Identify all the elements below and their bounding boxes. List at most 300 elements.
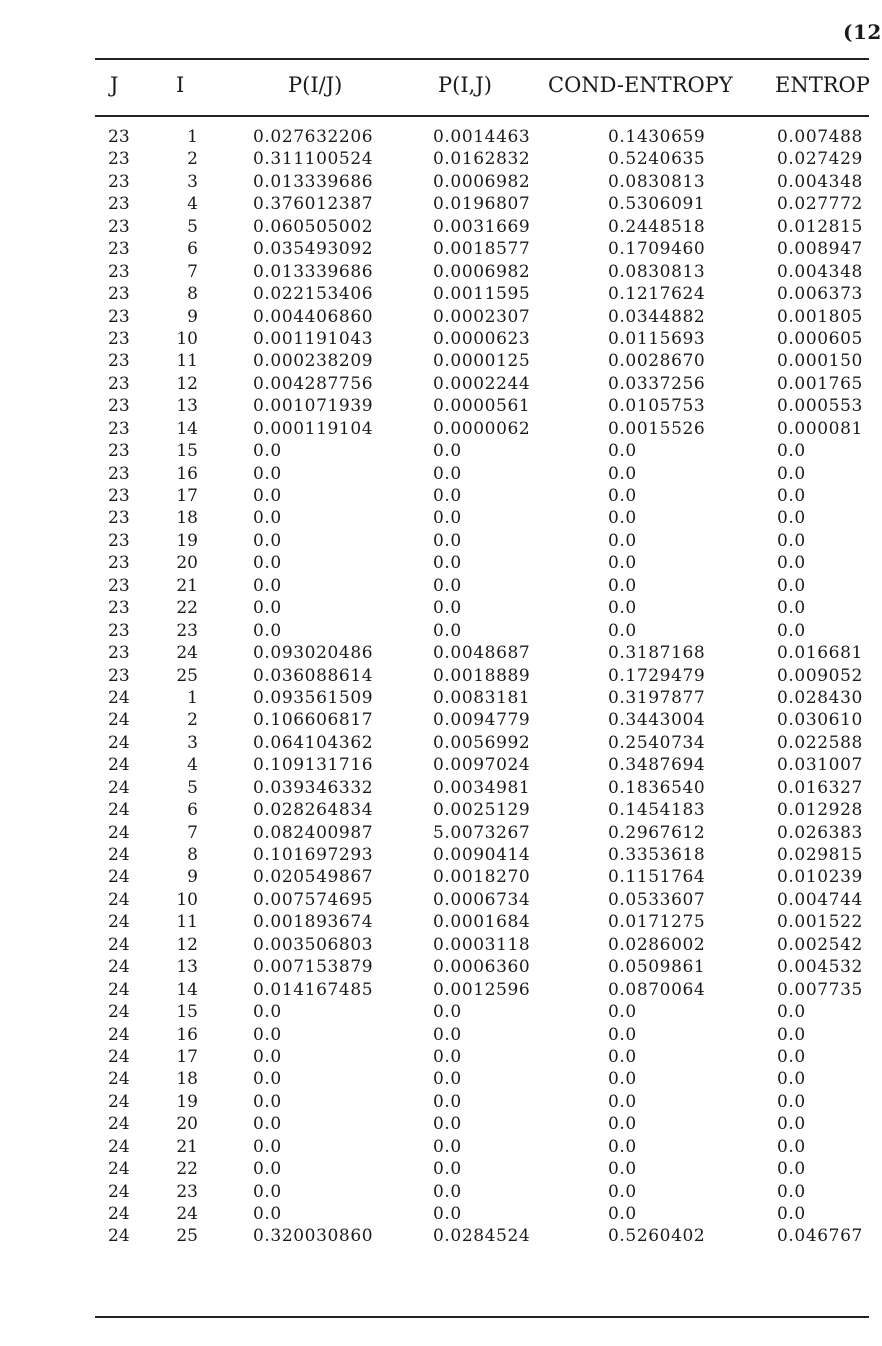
table-row [0,283,869,305]
cell-i: 11 [176,351,198,372]
cell-cond-entropy: 0.1709460 [608,239,706,260]
cell-i: 12 [176,373,198,394]
table-row [0,463,869,485]
cell-entropy: 0.027772 [777,194,863,215]
cell-p-i-j: 0.0 [433,1204,462,1224]
cell-p-i-given-j: 0.320030860 [253,1226,374,1247]
cell-p-i-j: 0.0 [433,486,462,506]
cell-entropy: 0.027429 [777,149,863,170]
cell-p-i-j: 0.0284524 [433,1226,531,1247]
cell-cond-entropy: 0.0 [608,508,637,529]
cell-cond-entropy: 0.0 [608,1002,637,1023]
cell-j: 24 [108,1226,130,1247]
cell-p-i-j: 0.0090414 [433,845,531,865]
cell-p-i-j: 0.0196807 [433,194,531,215]
cell-entropy: 0.0 [777,1181,806,1202]
cell-cond-entropy: 0.0 [608,1069,637,1090]
cell-cond-entropy: 0.5260402 [608,1226,706,1247]
cell-cond-entropy: 0.0 [608,463,637,484]
cell-p-i-given-j: 0.013339686 [253,261,374,282]
table-row [0,216,869,238]
cell-j: 23 [108,328,130,349]
cell-entropy: 0.029815 [777,845,863,865]
cell-i: 15 [176,1002,198,1023]
table-row [0,1203,869,1225]
cell-p-i-given-j: 0.001071939 [253,396,374,417]
cell-i: 2 [187,149,198,170]
cell-j: 23 [108,441,130,462]
cell-i: 8 [187,845,198,865]
table-header [0,73,869,103]
table-row [0,171,869,193]
cell-cond-entropy: 0.0 [608,1159,637,1180]
cell-entropy: 0.012928 [777,800,863,821]
cell-p-i-j: 0.0 [433,1159,462,1180]
cell-p-i-j: 0.0006982 [433,171,531,192]
cell-p-i-j: 0.0001684 [433,912,531,933]
cell-entropy: 0.0 [777,1136,806,1157]
cell-cond-entropy: 0.5240635 [608,149,706,170]
cell-p-i-given-j: 0.027632206 [253,127,374,147]
cell-cond-entropy: 0.0028670 [608,351,706,372]
cell-entropy: 0.001522 [777,912,863,933]
cell-cond-entropy: 0.0830813 [608,261,706,282]
cell-p-i-given-j: 0.0 [253,508,282,529]
table-row [0,238,869,260]
cell-entropy: 0.010239 [777,867,863,888]
cell-cond-entropy: 0.5306091 [608,194,706,215]
cell-j: 24 [108,822,130,843]
cell-p-i-given-j: 0.376012387 [253,194,374,215]
cell-i: 5 [187,777,198,798]
cell-j: 24 [108,687,130,708]
cell-cond-entropy: 0.0509861 [608,957,706,978]
cell-j: 24 [108,912,130,933]
cell-p-i-j: 0.0048687 [433,643,531,664]
cell-p-i-j: 0.0011595 [433,284,531,305]
cell-cond-entropy: 0.0 [608,553,637,574]
cell-entropy: 0.0 [777,1091,806,1112]
cell-j: 23 [108,486,130,506]
cell-p-i-given-j: 0.0 [253,553,282,574]
cell-j: 23 [108,171,130,192]
header-entropy: ENTROP [775,73,870,97]
table-top-rule [95,58,869,60]
cell-p-i-given-j: 0.093561509 [253,687,374,708]
cell-p-i-given-j: 0.082400987 [253,822,374,843]
cell-j: 24 [108,1181,130,1202]
cell-j: 23 [108,620,130,641]
cell-p-i-given-j: 0.0 [253,620,282,641]
cell-cond-entropy: 0.3443004 [608,710,706,731]
cell-cond-entropy: 0.0344882 [608,306,706,327]
cell-i: 11 [176,912,198,933]
cell-i: 25 [176,1226,198,1247]
cell-p-i-j: 0.0 [433,1091,462,1112]
header-cond-entropy: COND-ENTROPY [548,73,733,97]
cell-i: 5 [187,216,198,237]
cell-cond-entropy: 0.0 [608,486,637,506]
cell-j: 23 [108,216,130,237]
table-row [0,485,869,507]
cell-cond-entropy: 0.0 [608,1181,637,1202]
cell-entropy: 0.0 [777,598,806,619]
table-row [0,126,869,148]
cell-entropy: 0.0 [777,1114,806,1135]
cell-i: 17 [176,1046,198,1067]
table-row [0,193,869,215]
table-row [0,889,869,911]
cell-j: 23 [108,553,130,574]
cell-i: 14 [176,979,198,1000]
cell-entropy: 0.0 [777,486,806,506]
cell-j: 23 [108,418,130,439]
cell-p-i-j: 0.0097024 [433,755,531,776]
cell-cond-entropy: 0.0830813 [608,171,706,192]
cell-i: 23 [176,620,198,641]
cell-cond-entropy: 0.0 [608,441,637,462]
cell-cond-entropy: 0.1454183 [608,800,706,821]
table-row [0,1158,869,1180]
table-row [0,1068,869,1090]
header-j: J [110,73,119,97]
cell-entropy: 0.0 [777,575,806,596]
cell-entropy: 0.000605 [777,328,863,349]
cell-i: 14 [176,418,198,439]
cell-p-i-j: 0.0 [433,1136,462,1157]
cell-j: 24 [108,867,130,888]
cell-cond-entropy: 0.1836540 [608,777,706,798]
table-row [0,732,869,754]
cell-i: 6 [187,239,198,260]
cell-j: 24 [108,1204,130,1224]
cell-i: 21 [176,575,198,596]
table-row [0,261,869,283]
cell-j: 24 [108,777,130,798]
cell-entropy: 0.002542 [777,934,863,955]
cell-entropy: 0.0 [777,1024,806,1045]
cell-cond-entropy: 0.0 [608,1136,637,1157]
cell-entropy: 0.009052 [777,665,863,686]
table-row [0,934,869,956]
cell-j: 24 [108,1114,130,1135]
cell-j: 24 [108,1024,130,1045]
cell-p-i-j: 0.0034981 [433,777,531,798]
cell-p-i-j: 0.0 [433,1181,462,1202]
cell-j: 24 [108,934,130,955]
cell-p-i-given-j: 0.022153406 [253,284,374,305]
cell-i: 21 [176,1136,198,1157]
table-row [0,328,869,350]
table-row [0,306,869,328]
cell-p-i-j: 0.0018889 [433,665,531,686]
table-row [0,1181,869,1203]
cell-p-i-given-j: 0.000238209 [253,351,374,372]
cell-p-i-given-j: 0.0 [253,575,282,596]
cell-i: 17 [176,486,198,506]
cell-p-i-given-j: 0.001191043 [253,328,374,349]
cell-entropy: 0.0 [777,1046,806,1067]
cell-p-i-given-j: 0.003506803 [253,934,374,955]
table-row [0,844,869,866]
cell-p-i-given-j: 0.101697293 [253,845,374,865]
cell-p-i-given-j: 0.0 [253,1024,282,1045]
cell-i: 4 [187,194,198,215]
cell-cond-entropy: 0.0105753 [608,396,706,417]
cell-cond-entropy: 0.1217624 [608,284,706,305]
cell-j: 24 [108,957,130,978]
cell-i: 25 [176,665,198,686]
cell-j: 23 [108,239,130,260]
table-row [0,709,869,731]
cell-i: 19 [176,1091,198,1112]
cell-i: 9 [187,306,198,327]
cell-p-i-given-j: 0.004406860 [253,306,374,327]
cell-p-i-j: 0.0006734 [433,889,531,910]
cell-p-i-given-j: 0.311100524 [253,149,374,170]
table-row [0,395,869,417]
cell-entropy: 0.004532 [777,957,863,978]
cell-j: 24 [108,889,130,910]
cell-p-i-given-j: 0.0 [253,486,282,506]
cell-cond-entropy: 0.2967612 [608,822,706,843]
cell-p-i-j: 0.0 [433,575,462,596]
cell-p-i-j: 0.0002244 [433,373,531,394]
table-row [0,148,869,170]
cell-cond-entropy: 0.0 [608,1204,637,1224]
cell-cond-entropy: 0.0 [608,598,637,619]
cell-j: 23 [108,508,130,529]
table-row [0,754,869,776]
cell-p-i-j: 0.0014463 [433,127,531,147]
cell-cond-entropy: 0.0 [608,1114,637,1135]
cell-p-i-given-j: 0.028264834 [253,800,374,821]
table-row [0,911,869,933]
cell-j: 24 [108,1136,130,1157]
cell-p-i-j: 0.0 [433,598,462,619]
cell-j: 24 [108,1002,130,1023]
cell-p-i-j: 0.0 [433,1114,462,1135]
cell-entropy: 0.016681 [777,643,863,664]
table-row [0,822,869,844]
cell-j: 23 [108,530,130,551]
cell-j: 23 [108,127,130,147]
cell-cond-entropy: 0.0171275 [608,912,706,933]
cell-p-i-given-j: 0.013339686 [253,171,374,192]
cell-p-i-given-j: 0.007153879 [253,957,374,978]
cell-p-i-given-j: 0.106606817 [253,710,374,731]
cell-cond-entropy: 0.1729479 [608,665,706,686]
cell-j: 24 [108,800,130,821]
table-row [0,552,869,574]
cell-j: 23 [108,396,130,417]
cell-i: 9 [187,867,198,888]
table-row [0,507,869,529]
cell-i: 3 [187,732,198,753]
cell-entropy: 0.031007 [777,755,863,776]
cell-p-i-given-j: 0.0 [253,1181,282,1202]
cell-p-i-j: 0.0 [433,1002,462,1023]
cell-i: 13 [176,396,198,417]
cell-p-i-j: 5.0073267 [433,822,531,843]
cell-j: 23 [108,575,130,596]
cell-p-i-j: 0.0018270 [433,867,531,888]
table-row [0,1136,869,1158]
cell-entropy: 0.0 [777,1204,806,1224]
cell-p-i-j: 0.0025129 [433,800,531,821]
cell-entropy: 0.001805 [777,306,863,327]
cell-j: 23 [108,194,130,215]
cell-p-i-j: 0.0006982 [433,261,531,282]
cell-entropy: 0.004744 [777,889,863,910]
cell-p-i-given-j: 0.0 [253,1002,282,1023]
cell-j: 23 [108,643,130,664]
cell-i: 22 [176,598,198,619]
cell-cond-entropy: 0.3487694 [608,755,706,776]
cell-cond-entropy: 0.0 [608,620,637,641]
table-row [0,440,869,462]
cell-i: 23 [176,1181,198,1202]
cell-i: 18 [176,1069,198,1090]
cell-p-i-j: 0.0002307 [433,306,531,327]
table-row [0,665,869,687]
cell-p-i-j: 0.0 [433,1069,462,1090]
cell-p-i-j: 0.0 [433,620,462,641]
cell-p-i-j: 0.0094779 [433,710,531,731]
cell-cond-entropy: 0.0533607 [608,889,706,910]
cell-p-i-j: 0.0012596 [433,979,531,1000]
cell-entropy: 0.016327 [777,777,863,798]
cell-i: 10 [176,328,198,349]
cell-i: 3 [187,171,198,192]
cell-cond-entropy: 0.0015526 [608,418,706,439]
cell-p-i-given-j: 0.109131716 [253,755,374,776]
table-row [0,866,869,888]
cell-i: 12 [176,934,198,955]
cell-cond-entropy: 0.0 [608,1091,637,1112]
cell-p-i-j: 0.0003118 [433,934,531,955]
cell-p-i-given-j: 0.039346332 [253,777,374,798]
cell-p-i-j: 0.0000561 [433,396,531,417]
cell-cond-entropy: 0.1151764 [608,867,706,888]
cell-entropy: 0.008947 [777,239,863,260]
cell-p-i-j: 0.0006360 [433,957,531,978]
cell-cond-entropy: 0.0 [608,575,637,596]
header-p-i-j: P(I,J) [438,73,492,97]
cell-p-i-j: 0.0 [433,441,462,462]
cell-p-i-given-j: 0.014167485 [253,979,374,1000]
cell-cond-entropy: 0.0 [608,530,637,551]
cell-i: 7 [187,261,198,282]
cell-cond-entropy: 0.0337256 [608,373,706,394]
cell-cond-entropy: 0.2448518 [608,216,706,237]
cell-cond-entropy: 0.0115693 [608,328,706,349]
cell-cond-entropy: 0.1430659 [608,127,706,147]
cell-p-i-j: 0.0162832 [433,149,531,170]
cell-j: 24 [108,1046,130,1067]
cell-i: 1 [187,127,198,147]
cell-p-i-given-j: 0.036088614 [253,665,374,686]
cell-cond-entropy: 0.2540734 [608,732,706,753]
cell-p-i-j: 0.0000125 [433,351,531,372]
header-p-i-given-j: P(I/J) [288,73,343,97]
table-header-rule [95,115,869,117]
cell-p-i-given-j: 0.0 [253,1046,282,1067]
table-row [0,1024,869,1046]
cell-p-i-j: 0.0083181 [433,687,531,708]
cell-p-i-j: 0.0000623 [433,328,531,349]
cell-p-i-j: 0.0 [433,508,462,529]
table-row [0,350,869,372]
cell-p-i-given-j: 0.0 [253,441,282,462]
cell-j: 24 [108,979,130,1000]
cell-entropy: 0.0 [777,530,806,551]
table-row [0,597,869,619]
cell-i: 24 [176,1204,198,1224]
cell-p-i-given-j: 0.0 [253,530,282,551]
cell-i: 16 [176,463,198,484]
table-row [0,1113,869,1135]
cell-p-i-given-j: 0.004287756 [253,373,374,394]
cell-p-i-given-j: 0.093020486 [253,643,374,664]
cell-cond-entropy: 0.3197877 [608,687,706,708]
cell-cond-entropy: 0.0 [608,1024,637,1045]
cell-p-i-j: 0.0031669 [433,216,531,237]
cell-p-i-given-j: 0.035493092 [253,239,374,260]
cell-p-i-j: 0.0 [433,530,462,551]
table-row [0,373,869,395]
cell-p-i-given-j: 0.0 [253,1204,282,1224]
cell-i: 16 [176,1024,198,1045]
table-row [0,687,869,709]
cell-j: 24 [108,732,130,753]
cell-entropy: 0.028430 [777,687,863,708]
cell-entropy: 0.000150 [777,351,863,372]
cell-i: 10 [176,889,198,910]
cell-j: 24 [108,710,130,731]
cell-i: 13 [176,957,198,978]
cell-i: 7 [187,822,198,843]
cell-j: 24 [108,1091,130,1112]
page-number: (12 [843,20,882,44]
cell-j: 23 [108,665,130,686]
cell-cond-entropy: 0.0870064 [608,979,706,1000]
cell-j: 23 [108,284,130,305]
cell-p-i-given-j: 0.064104362 [253,732,374,753]
table-body [0,126,869,1248]
cell-p-i-j: 0.0 [433,1046,462,1067]
table-bottom-rule [95,1316,869,1318]
cell-entropy: 0.022588 [777,732,863,753]
cell-p-i-given-j: 0.0 [253,598,282,619]
cell-entropy: 0.0 [777,508,806,529]
cell-p-i-j: 0.0056992 [433,732,531,753]
cell-i: 20 [176,553,198,574]
cell-entropy: 0.0 [777,1069,806,1090]
cell-entropy: 0.0 [777,441,806,462]
cell-p-i-given-j: 0.060505002 [253,216,374,237]
cell-p-i-given-j: 0.0 [253,1069,282,1090]
cell-entropy: 0.0 [777,553,806,574]
cell-entropy: 0.0 [777,1159,806,1180]
cell-entropy: 0.004348 [777,261,863,282]
cell-j: 23 [108,306,130,327]
cell-p-i-j: 0.0 [433,463,462,484]
cell-p-i-given-j: 0.0 [253,463,282,484]
cell-entropy: 0.0 [777,463,806,484]
cell-entropy: 0.0 [777,620,806,641]
cell-entropy: 0.007488 [777,127,863,147]
